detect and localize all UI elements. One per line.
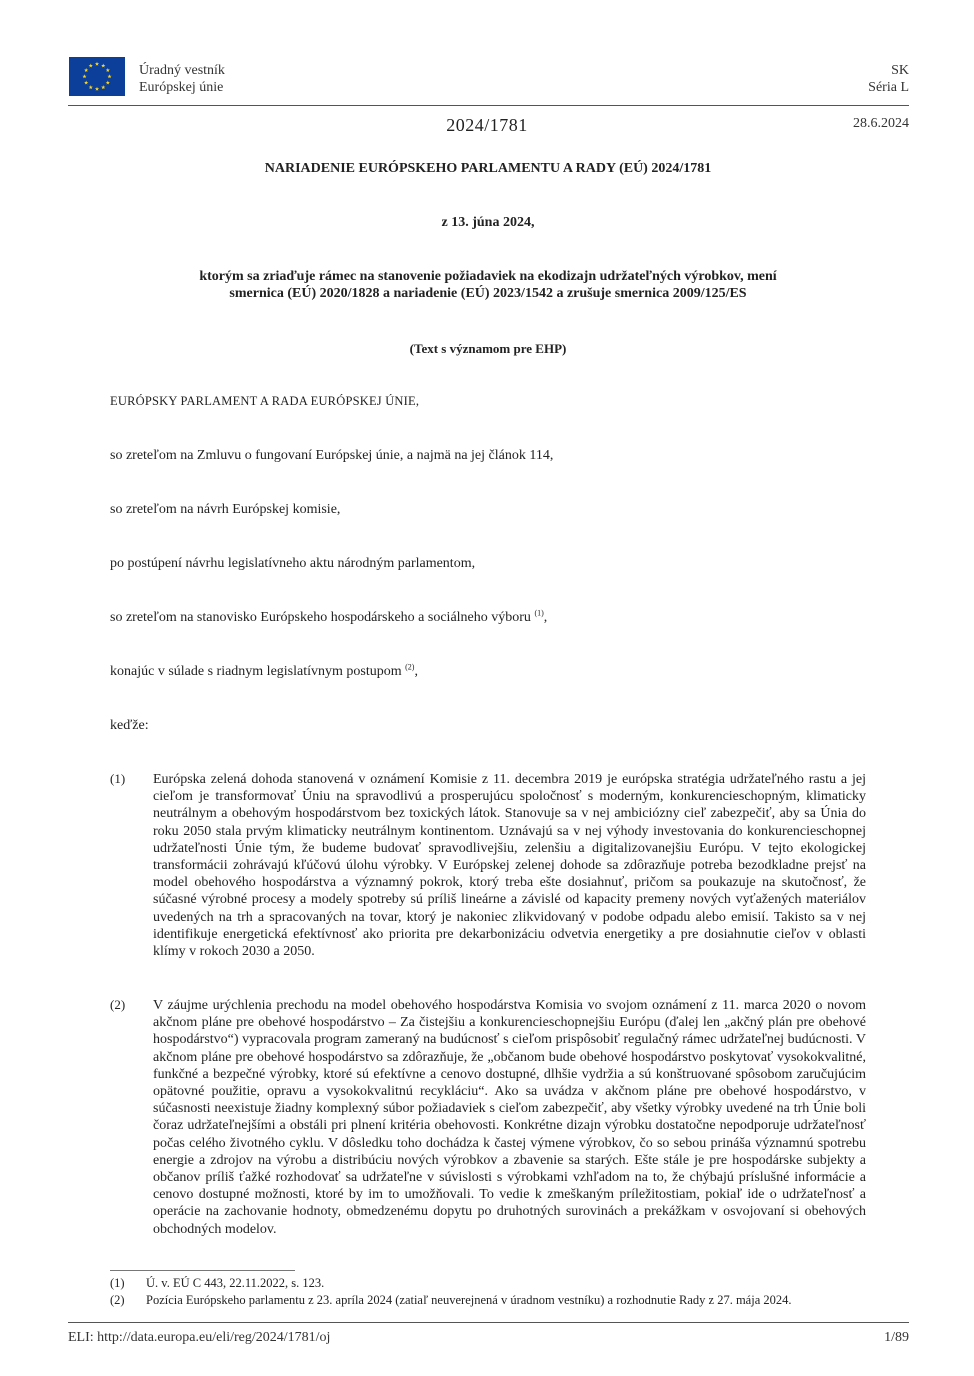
recital-1 [110, 771, 866, 960]
footnote-ref-1[interactable]: (1) [534, 608, 544, 618]
header-divider [68, 105, 909, 106]
eli-link[interactable]: http://data.europa.eu/eli/reg/2024/1781/oj [97, 1330, 331, 1345]
citation-proposal: so zreteľom na návrh Európskej komisie, [110, 502, 341, 517]
citation-treaty: so zreteľom na Zmluvu o fungovaní Európskej únie, a najmä na jej článok 114, [110, 448, 554, 463]
publication-name [139, 62, 225, 96]
footnote-text: Pozícia Európskeho parlamentu z 23. apríla 2024 (zatiaľ neuverejnená v úradnom vestníku) a rozhodnutie Rady z 27. mája 2024. [146, 1293, 792, 1307]
recital-number: (1) [110, 771, 126, 786]
regulation-subject-line-1: ktorým sa zriaďuje rámec na stanovenie požiadaviek na ekodizajn udržateľných výrobkov, mení [199, 269, 777, 284]
document-date: 28.6.2024 [853, 116, 909, 131]
citation-procedure-text: konajúc v súlade s riadnym legislatívnym postupom [110, 664, 402, 679]
regulation-date: z 13. júna 2024, [441, 215, 535, 230]
recital-2 [110, 997, 866, 1238]
eea-relevance: (Text s významom pre EHP) [409, 341, 567, 356]
authority-line: EURÓPSKY PARLAMENT A RADA EURÓPSKEJ ÚNIE, [110, 394, 420, 408]
citation-national-parliaments: po postúpení návrhu legislatívneho aktu národným parlamentom, [110, 556, 476, 571]
footnote-1 [110, 1276, 870, 1291]
footnote-ref-2[interactable]: (2) [405, 662, 415, 672]
footnote-2 [110, 1293, 870, 1308]
citation-eesc [110, 609, 866, 626]
language-series [868, 62, 909, 96]
recital-text: V záujme urýchlenia prechodu na model obehového hospodárstva Komisia vo svojom oznámení z 11. marca 2020 o novom akčnom pláne pre obehové hospodárstvo – Za čistejšiu a konkurencieschopnejšiu Európu (ďalej len „akčný plán pre obehové hospodárstvo“) vypracovala program zameraný na budúcnosť s cieľom prispôsobiť regulačný rámec udržateľnej budúcnosti. V akčnom pláne pre obehové hospodárstvo sa zdôrazňuje, že „občanom bude obehové hospodárstvo poskytovať vysokokvalitné, funkčné a bezpečné výrobky, ktoré sú efektívne a cenovo dostupné, dlhšie vydržia a sú konštruované spôsobom zaručujúcim opätovné použitie, opravu a vysokokvalitnú recykláciu“. Ako sa uvádza v akčnom pláne pre obehové hospodárstvo, v súčasnosti neexistuje žiadny komplexný súbor požiadaviek s cieľom zabezpečiť, aby všetky výrobky uvedené na trh Únie boli čoraz udržateľnejšími a obstáli pri plnení kritéria obehovosti. Konkrétne dizajn výrobku dostatočne nepodporuje udržateľnosť počas celého životného cyklu. V dôsledku toho dochádza k častej výmene výrobkov, čo so sebou prináša významnú spotrebu energie a zdrojov na výrobu a distribúciu nových výrobkov a zbavenie sa starých. Ešte stále je pre hospodárske subjekty a občanov príliš ťažké rozhodovať sa udržateľne v súvislosti s výrobkami vzhľadom na to, že chýbajú príslušné informácie a cenovo dostupné možnosti, ktoré by im to umožňovali. To vedie k zmeškaným príležitostiam, pokiaľ ide o udržateľnosť a operácie na zachovanie hodnoty, obmedzenému dopytu po druhotných surovinách a prekážkam v osvojovaní si obehových obchodných modelov. [153, 998, 866, 1237]
eu-flag-icon [69, 57, 125, 96]
publication-line-2: Európskej únie [139, 80, 224, 95]
footnote-mark: (1) [110, 1276, 125, 1290]
footnote-text: Ú. v. EÚ C 443, 22.11.2022, s. 123. [146, 1276, 325, 1290]
series-label: Séria L [868, 80, 909, 95]
footnote-mark: (2) [110, 1293, 125, 1307]
whereas-label: keďže: [110, 718, 149, 733]
footer-divider [68, 1322, 909, 1323]
regulation-title: NARIADENIE EURÓPSKEHO PARLAMENTU A RADY (EÚ) 2024/1781 [264, 161, 712, 176]
page-number: 1/89 [884, 1330, 909, 1345]
citation-eesc-text: so zreteľom na stanovisko Európskeho hospodárskeho a sociálneho výboru [110, 610, 531, 625]
footnote-divider [110, 1270, 295, 1271]
recital-text: Európska zelená dohoda stanovená v oznámení Komisie z 11. decembra 2019 je európska stratégia udržateľného rastu a jej cieľom je transformovať Úniu na spravodlivú a prosperujúcu spoločnosť s moderným, konkurencieschopným, klimaticky neutrálnym a obehovým hospodárstvom bez toxických látok. Stanovuje sa v nej ambiciózny cieľ zabezpečiť, aby sa Únia do roku 2050 stala prvým klimaticky neutrálnym kontinentom. Uznávajú sa v nej výhody investovania do konkurencieschopnej udržateľnosti Únie tým, že budeme budovať spravodlivejšiu, zelenšiu a digitalizovanejšiu Európu. V tejto ekologickej transformácii zohrávajú kľúčovú úlohu výrobky. V Európskej zelenej dohode sa zdôrazňuje potreba bezodkladne prejsť na model obehového hospodárstva a významný pokrok, ktorý treba ešte dosiahnuť, pričom sa poukazuje na skutočnosť, že súčasné výrobné procesy a modely spotreby sú príliš lineárne a závislé od kapacity premeny nových vyťažených materiálov uvedených na trh a spracovaných na tovar, ktorý je nakoniec zlikvidovaný v podobe odpadu alebo emisií. Takisto sa v nej identifikuje energetická efektívnosť ako priorita pre dekarbonizáciu odvetvia energetiky a pre dosiahnutie cieľov v oblasti klímy v rokoch 2030 a 2050. [153, 772, 866, 960]
recital-number: (2) [110, 997, 126, 1012]
regulation-subject-line-2: smernica (EÚ) 2020/1828 a nariadenie (EÚ) 2023/1542 a zrušuje smernica 2009/125/ES [229, 286, 747, 301]
publication-line-1: Úradný vestník [139, 63, 225, 78]
eli-label: ELI: [68, 1330, 94, 1345]
language-code: SK [891, 63, 909, 78]
citation-procedure-end: , [414, 664, 418, 679]
regulation-subject [110, 268, 866, 302]
citation-procedure [110, 663, 866, 680]
citation-eesc-end: , [543, 610, 548, 625]
eli-reference [68, 1330, 330, 1346]
document-number: 2024/1781 [446, 115, 528, 135]
